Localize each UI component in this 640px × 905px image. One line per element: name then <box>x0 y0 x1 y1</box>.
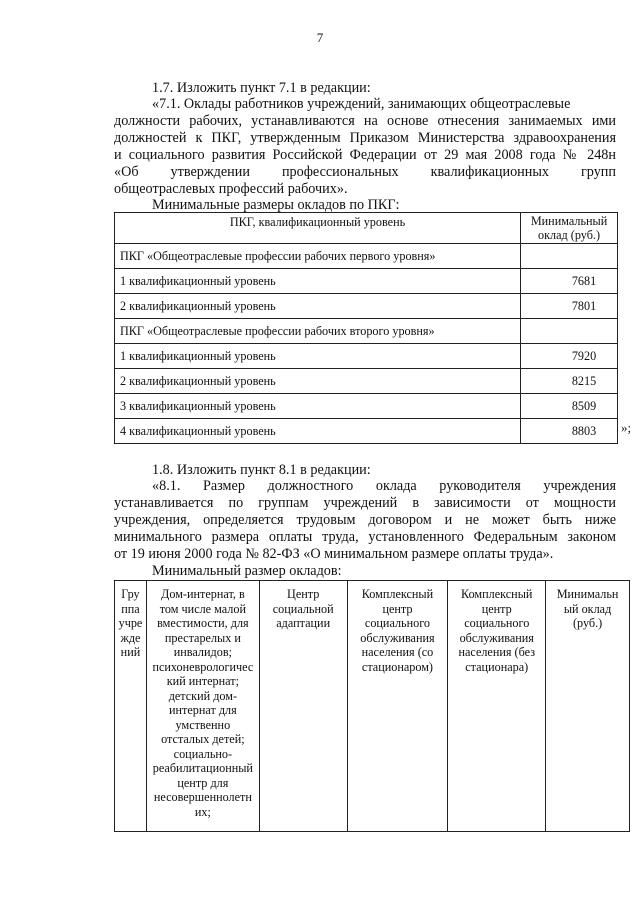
header-line: обслуживания <box>360 630 435 645</box>
table-cell-value <box>521 319 618 344</box>
table-cell-value: 7681 <box>521 269 618 294</box>
table-row <box>115 269 618 294</box>
header-line: (руб.) <box>572 616 603 630</box>
closing-quote-mark: »; <box>621 420 632 435</box>
header-line: Минимальный <box>530 214 608 228</box>
header-line: реабилитационный <box>152 761 253 775</box>
header-line: Дом-интернат, в <box>161 587 245 601</box>
header-line: ний <box>120 645 141 659</box>
table-row <box>115 294 618 319</box>
header-line: детский дом- <box>168 688 238 703</box>
header-complex-center-with-hospital <box>347 581 448 832</box>
table-cell-name: 1 квалификационный уровень <box>115 344 521 369</box>
table-cell-name: 2 квалификационный уровень <box>115 369 521 394</box>
header-min-salary <box>546 581 630 832</box>
header-line: населения (со <box>361 645 434 659</box>
header-line: вместимости, для <box>157 616 249 630</box>
header-line: психоневрологичес <box>152 659 254 674</box>
table-row <box>115 369 618 394</box>
section-1-8-line: «8.1. Размер должностного оклада руководителя учреждения <box>152 478 616 494</box>
header-line: Комплексный <box>461 587 533 601</box>
header-line: учре <box>118 616 143 630</box>
header-line: том числе малой <box>159 601 246 616</box>
institution-salary-table <box>114 580 630 832</box>
section-1-7-line: «7.1. Оклады работников учреждений, занимающих общеотраслевые <box>152 96 571 112</box>
header-line: несовершеннолетн <box>153 790 252 804</box>
table-cell-value: 8215 <box>521 369 618 394</box>
table-cell-value: 8509 <box>521 394 618 419</box>
section-1-7-line: должности рабочих, устанавливаются на основе отнесения занимаемых ими <box>114 113 616 129</box>
header-line: жде <box>120 630 141 645</box>
section-1-7-heading: 1.7. Изложить пункт 7.1 в редакции: <box>152 80 371 96</box>
table-row <box>115 244 618 269</box>
table1-caption: Минимальные размеры окладов по ПКГ: <box>152 197 400 213</box>
header-line: стационара) <box>465 659 529 674</box>
header-line: Комплексный <box>361 587 434 601</box>
section-1-7-line: общеотраслевых профессий рабочих». <box>114 181 348 197</box>
section-1-8-line: от 19 июня 2000 года № 82-ФЗ «О минимальном размере оплаты труда». <box>114 546 554 562</box>
header-line: ый оклад <box>563 601 612 616</box>
section-1-7-line: «Об утверждении профессиональных квалификационных групп <box>114 164 616 180</box>
header-line: социальной <box>272 601 334 616</box>
section-1-7-line: должностей к ПКГ, утвержденным Приказом Министерства здравоохранения <box>114 130 616 146</box>
table-cell-value: 7801 <box>521 294 618 319</box>
header-line: ппа <box>121 601 140 616</box>
table-row <box>115 419 618 444</box>
section-1-8-heading: 1.8. Изложить пункт 8.1 в редакции: <box>152 462 371 478</box>
header-line: адаптации <box>276 616 331 630</box>
header-line: Центр <box>287 587 320 601</box>
table2-caption: Минимальный размер окладов: <box>152 563 342 579</box>
header-institution-group <box>115 581 147 832</box>
table-cell-value: 8803 <box>521 419 618 444</box>
table-header-pkg: ПКГ, квалификационный уровень <box>115 213 521 244</box>
header-line: Минимальн <box>556 587 619 601</box>
pkg-salary-table <box>114 212 618 444</box>
header-line: кий интернат; <box>166 674 239 688</box>
section-1-8-line: минимального размера оплаты труда, установленного Федеральным законом <box>114 529 616 545</box>
header-line: социально- <box>173 746 233 761</box>
header-line: центр <box>481 601 512 616</box>
header-line: их; <box>194 804 211 819</box>
table-row <box>115 319 618 344</box>
page-number: 7 <box>316 30 324 45</box>
header-line: инвалидов; <box>173 645 232 659</box>
section-1-8-line: учреждения, определяется трудовым договором и не может быть ниже <box>114 512 616 528</box>
section-1-8-line: устанавливается по группам учреждений в зависимости от мощности <box>114 495 616 511</box>
header-line: обслуживания <box>459 630 534 645</box>
header-line: оклад (руб.) <box>538 228 601 242</box>
header-boarding-home <box>146 581 259 832</box>
table-header-row <box>115 213 618 244</box>
header-line: стационаром) <box>361 659 433 674</box>
header-line: социального <box>464 616 530 630</box>
section-1-7-line: и социального развития Российской Федерации от 29 мая 2008 года № 248н <box>114 147 616 163</box>
header-line: центр для <box>177 775 229 790</box>
table-cell-name: 2 квалификационный уровень <box>115 294 521 319</box>
table-cell-value <box>521 244 618 269</box>
header-line: интернат для <box>168 703 237 717</box>
table-cell-name: 4 квалификационный уровень <box>115 419 521 444</box>
header-line: центр <box>382 601 413 616</box>
header-line: Гру <box>121 587 140 601</box>
header-line: умственно <box>175 717 231 732</box>
header-social-adaptation-center <box>259 581 347 832</box>
table-header-min-salary <box>521 213 618 244</box>
table-row <box>115 344 618 369</box>
header-line: престарелых и <box>164 630 241 645</box>
header-line: отсталых детей; <box>161 732 245 746</box>
header-line: социального <box>364 616 431 630</box>
header-complex-center-without-hospital <box>448 581 546 832</box>
table-cell-value: 7920 <box>521 344 618 369</box>
table-cell-name: 1 квалификационный уровень <box>115 269 521 294</box>
table-cell-name: ПКГ «Общеотраслевые профессии рабочих второго уровня» <box>115 319 521 344</box>
table-header-row <box>115 581 630 832</box>
table-row <box>115 394 618 419</box>
table-cell-name: 3 квалификационный уровень <box>115 394 521 419</box>
header-line: населения (без <box>458 645 536 659</box>
table-cell-name: ПКГ «Общеотраслевые профессии рабочих первого уровня» <box>115 244 521 269</box>
